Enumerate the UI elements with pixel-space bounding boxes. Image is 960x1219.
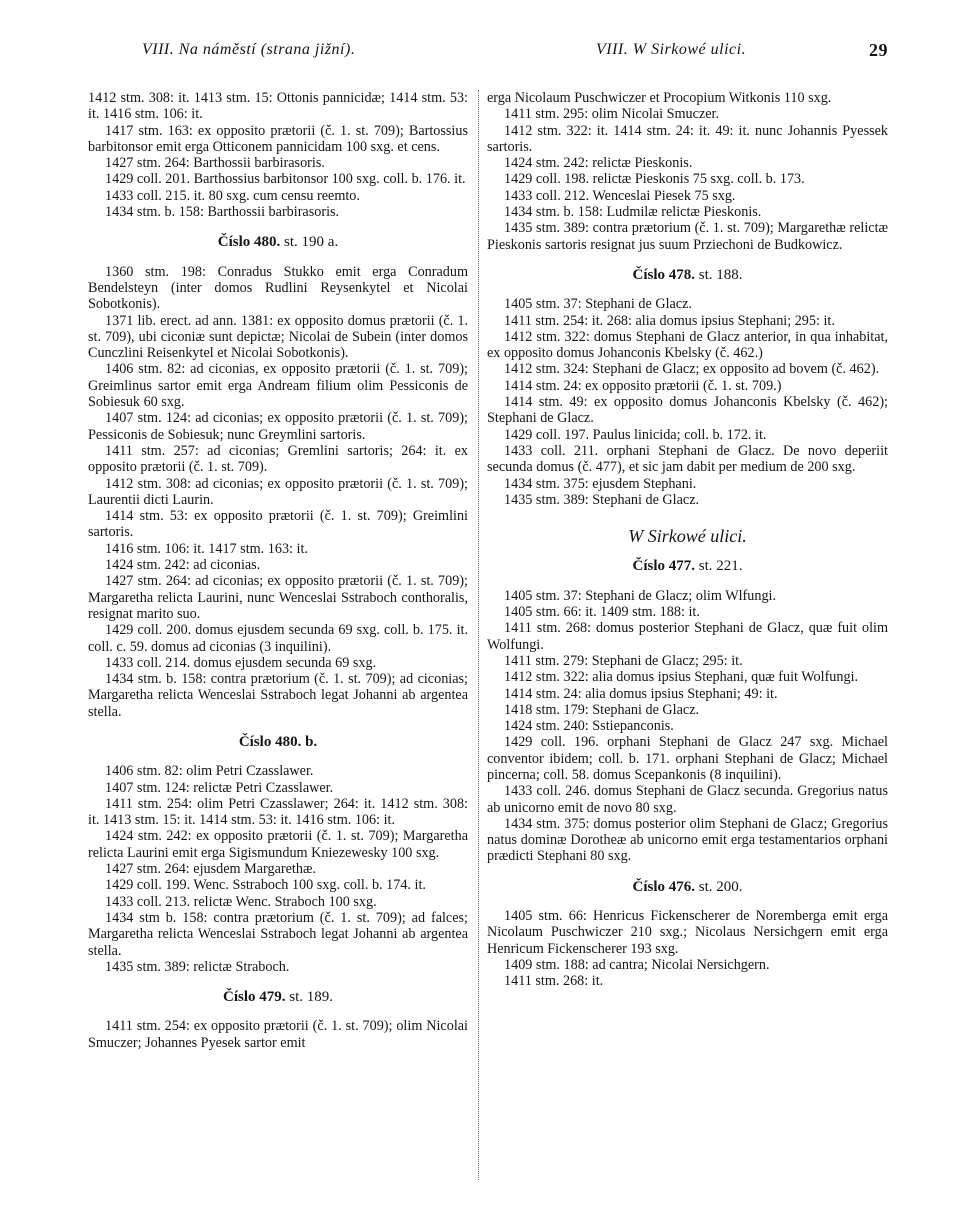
house-number-label: Číslo 480. [217, 234, 281, 251]
record-entry: 1406 stm. 82: olim Petri Czasslawer. [105, 763, 314, 780]
record-entry: 1414 stm. 24: ex opposito prætorii (č. 1. st. 709.) [504, 377, 782, 394]
house-number-heading [487, 879, 888, 895]
record-entry: 1429 coll. 200. domus ejusdem secunda 69 sxg. coll. b. 175. it. coll. c. 59. domus ad ciconias (3 inquilini). [88, 622, 468, 655]
record-entry: 1427 stm. 264: ejusdem Margarethæ. [105, 861, 316, 878]
record-entry: 1429 coll. 196. orphani Stephani de Glacz 247 sxg. Michael conventor ibidem; coll. b. 171. orphani Stephani de Glacz; Michael pincerna; coll. 58. domus Scepankonis (8 inquilini). [487, 734, 888, 783]
record-entry: 1424 stm. 242: ex opposito prætorii (č. 1. st. 709); Margaretha relicta Laurini emit erga Sigismundum Kniezewesky 100 sxg. [88, 828, 468, 861]
record-entry: 1414 stm. 49: ex opposito domus Johanconis Kbelsky (č. 462); Stephani de Glacz. [487, 394, 888, 427]
record-entry: 1434 stm. 375: ejusdem Stephani. [504, 475, 697, 492]
continued-text: erga Nicolaum Puschwiczer et Procopium Witkonis 110 sxg. [487, 90, 832, 106]
record-entry: 1433 coll. 212. Wenceslai Piesek 75 sxg. [504, 187, 736, 204]
record-entry: 1411 stm. 268: it. [504, 973, 604, 990]
house-number-label: Číslo 479. [222, 989, 286, 1006]
right-column [487, 90, 888, 990]
house-number-label: Číslo 477. [632, 558, 695, 575]
page-number: 29 [869, 40, 888, 60]
house-number-heading [88, 234, 468, 250]
record-entry: 1418 stm. 179: Stephani de Glacz. [504, 701, 700, 718]
record-entry: 1429 coll. 197. Paulus linicida; coll. b. 172. it. [504, 426, 767, 443]
house-number-heading [88, 989, 468, 1005]
record-entry: 1405 stm. 66: it. 1409 stm. 188: it. [504, 604, 700, 621]
record-entry: 1411 stm. 254: olim Petri Czasslawer; 264: it. 1412 stm. 308: it. 1413 stm. 15: it. 1414 stm. 53: it. 1416 stm. 106: it. [88, 795, 468, 829]
record-entry: 1424 stm. 242: ad ciconias. [105, 557, 261, 574]
record-entry: 1434 stm. 375: domus posterior olim Stephani de Glacz; Gregorius natus dominæ Dorotheæ ab unicorno emit erga testamentarios orphani prædicti Stephani 80 sxg. [487, 815, 888, 865]
record-entry: 1435 stm. 389: contra prætorium (č. 1. st. 709); Margarethæ relictæ Pieskonis sartoris resignat jus suum Prziechoni de Budkowicz. [487, 220, 888, 253]
record-entry: 1412 stm. 322: domus Stephani de Glacz anterior, in qua inhabitat, ex opposito domus Johanconis Kbelsky (č. 462.) [487, 328, 888, 362]
record-entry: 1429 coll. 201. Barthossius barbitonsor 100 sxg. coll. b. 176. it. [105, 171, 466, 188]
record-entry: 1434 stm. b. 158: contra prætorium (č. 1. st. 709); ad ciconias; Margaretha relicta Wenceslai Sstraboch legat Johanni ab argentea stella. [88, 671, 468, 720]
record-entry: 1427 stm. 264: Barthossii barbirasoris. [105, 155, 325, 172]
record-entry: 1371 lib. erect. ad ann. 1381: ex opposito domus prætorii (č. 1. st. 709), ubi ciconiæ sunt depictæ; Nicolai de Subein (inter domos Cunczlini Reisenkytel et Nicolai Sobotkonis). [88, 312, 468, 362]
record-entry: 1411 stm. 268: domus posterior Stephani de Glacz, quæ fuit olim Wolfungi. [487, 620, 888, 653]
record-entry: 1407 stm. 124: relictæ Petri Czasslawer. [105, 779, 334, 796]
record-entry: 1411 stm. 257: ad ciconias; Gremlini sartoris; 264: it. ex opposito prætorii (č. 1. st. 709). [88, 442, 468, 476]
record-entry: 1405 stm. 37: Stephani de Glacz; olim Wlfungi. [504, 587, 777, 604]
left-column [88, 90, 468, 1051]
running-header-center: VIII. W Sirkowé ulici. [596, 41, 747, 58]
record-entry: 1433 coll. 246. domus Stephani de Glacz secunda. Gregorius natus ab unicorno emit de novo 80 sxg. [487, 783, 888, 816]
record-entry: 1412 stm. 322: it. 1414 stm. 24: it. 49: it. nunc Johannis Pyessek sartoris. [487, 122, 888, 155]
record-entry: 1414 stm. 53: ex opposito prætorii (č. 1. st. 709); Greimlini sartoris. [88, 508, 468, 541]
record-entry: 1405 stm. 37: Stephani de Glacz. [504, 296, 692, 313]
street-number-label: st. 221. [695, 558, 743, 575]
street-number-label: st. 190 a. [280, 234, 339, 251]
record-entry: 1409 stm. 188: ad cantra; Nicolai Nersichgern. [504, 956, 770, 973]
record-entry: 1435 stm. 389: relictæ Straboch. [105, 958, 290, 975]
house-number-heading [487, 267, 888, 283]
record-entry: 1429 coll. 199. Wenc. Sstraboch 100 sxg. coll. b. 174. it. [105, 877, 426, 894]
street-number-label: st. 200. [695, 878, 743, 895]
house-number-label: Číslo 476. [632, 878, 695, 895]
record-entry: 1433 coll. 214. domus ejusdem secunda 69 sxg. [105, 654, 377, 671]
street-number-label: st. 189. [285, 989, 334, 1006]
street-heading: W Sirkowé ulici. [628, 526, 747, 547]
record-entry: 1412 stm. 324: Stephani de Glacz; ex opposito ad bovem (č. 462). [504, 361, 880, 378]
record-entry: 1412 stm. 322: alia domus ipsius Stephani, quæ fuit Wolfungi. [504, 669, 859, 686]
record-entry: 1406 stm. 82: ad ciconias, ex opposito prætorii (č. 1. st. 709); Greimlinus sartor emit erga Andream filium olim Pessiconis de Sobiesuk 60 sxg. [88, 361, 468, 411]
record-entry: 1427 stm. 264: ad ciconias; ex opposito prætorii (č. 1. st. 709); Margaretha relicta Laurini, nunc Wenceslai Sstraboch conthoralis, resignat marito suo. [88, 573, 468, 622]
record-entry: 1434 stm b. 158: contra prætorium (č. 1. st. 709); ad falces; Margaretha relicta Wenceslai Sstraboch legat Johanni ab argentea stella. [88, 909, 468, 959]
record-entry: 1411 stm. 254: it. 268: alia domus ipsius Stephani; 295: it. [504, 312, 835, 329]
record-entry: 1411 stm. 279: Stephani de Glacz; 295: it. [504, 652, 743, 669]
record-entry: 1416 stm. 106: it. 1417 stm. 163: it. [105, 540, 308, 557]
house-number-label: Číslo 478. [632, 266, 695, 283]
record-entry: 1417 stm. 163: ex opposito prætorii (č. 1. st. 709); Bartossius barbitonsor emit erga Otticonem pannicidam 100 sxg. et cens. [88, 122, 468, 155]
record-entry: 1429 coll. 198. relictæ Pieskonis 75 sxg. coll. b. 173. [504, 171, 805, 188]
record-entry: 1412 stm. 308: ad ciconias; ex opposito prætorii (č. 1. st. 709); Laurentii dicti Laurin. [88, 475, 468, 508]
record-entry: 1405 stm. 66: Henricus Fickenscherer de Noremberga emit erga Nicolaum Puschwiczer 210 sxg.; Nicolaus Nersichgern emit erga Henricum Fickenscherer 193 sxg. [487, 908, 888, 957]
record-entry: 1411 stm. 254: ex opposito prætorii (č. 1. st. 709); olim Nicolai Smuczer; Johannes Pyesek sartor emit [88, 1018, 468, 1051]
record-entry: 1433 coll. 215. it. 80 sxg. cum censu reemto. [105, 187, 360, 204]
running-header-left: VIII. Na náměstí (strana jižní). [142, 41, 356, 58]
record-entry: 1433 coll. 213. relictæ Wenc. Straboch 100 sxg. [105, 893, 377, 910]
house-number-heading [88, 734, 468, 750]
street-number-label: st. 188. [695, 266, 743, 283]
record-entry: 1434 stm. b. 158: Barthossii barbirasoris. [105, 204, 340, 221]
record-entry: 1360 stm. 198: Conradus Stukko emit erga Conradum Bendelsteyn (inter domos Rudlini Reysenkytel et Nicolai Sobotkonis). [88, 263, 468, 313]
house-number-label: Číslo 480. b. [238, 733, 318, 750]
record-entry: 1407 stm. 124: ad ciconias; ex opposito prætorii (č. 1. st. 709); Pessiconis de Sobiesuk; nunc Greymlini sartoris. [88, 410, 468, 443]
continued-text: 1412 stm. 308: it. 1413 stm. 15: Ottonis pannicidæ; 1414 stm. 53: it. 1416 stm. 106: it. [88, 90, 468, 123]
record-entry: 1435 stm. 389: Stephani de Glacz. [504, 491, 700, 508]
record-entry: 1411 stm. 295: olim Nicolai Smuczer. [504, 106, 720, 123]
record-entry: 1414 stm. 24: alia domus ipsius Stephani; 49: it. [504, 685, 778, 702]
record-entry: 1424 stm. 242: relictæ Pieskonis. [504, 155, 693, 172]
column-divider [478, 90, 479, 1180]
record-entry: 1434 stm. b. 158: Ludmilæ relictæ Pieskonis. [504, 204, 762, 221]
record-entry: 1424 stm. 240: Sstiepanconis. [504, 718, 674, 735]
house-number-heading [487, 558, 888, 574]
record-entry: 1433 coll. 211. orphani Stephani de Glacz. De novo deperiit secunda domus (č. 477), et sic jam dabit per medium de 200 sxg. [487, 442, 888, 476]
